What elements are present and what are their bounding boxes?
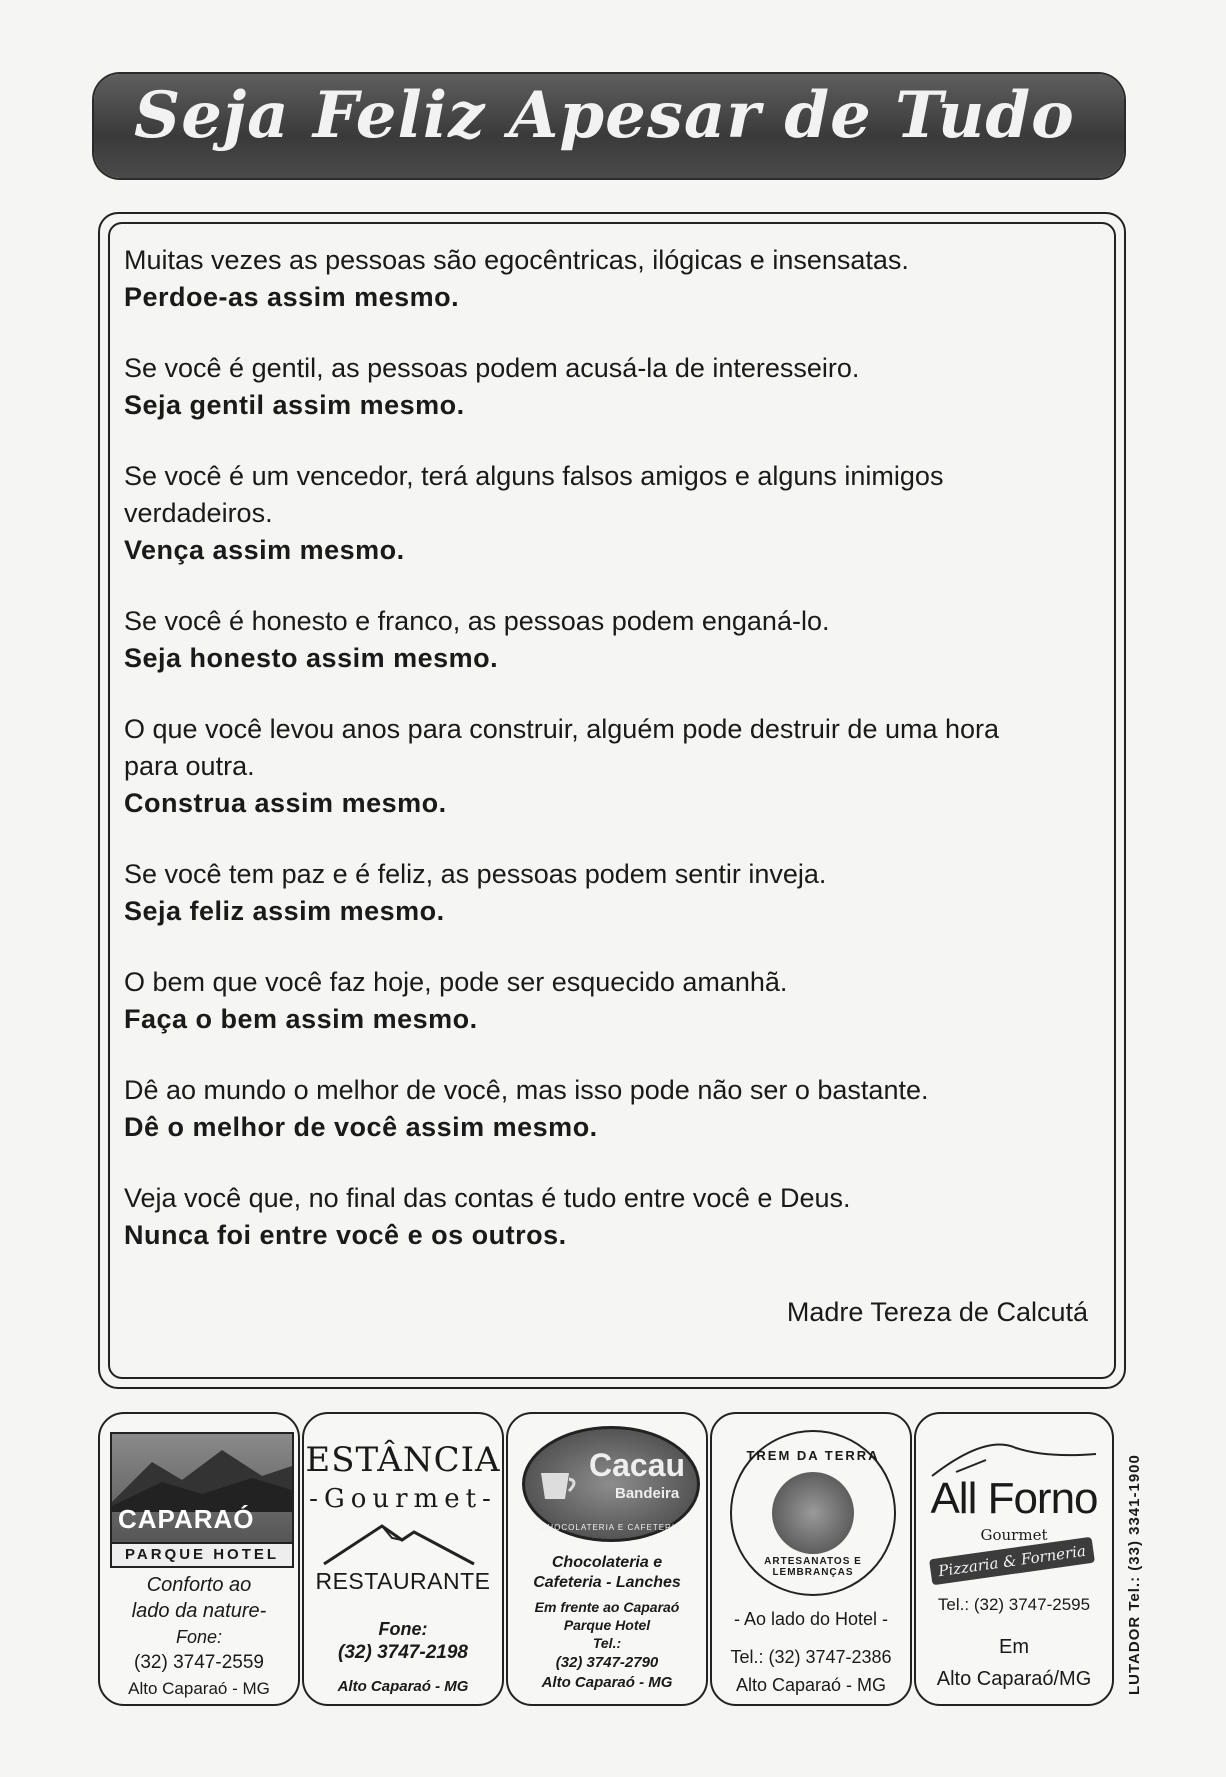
ad-location: Alto Caparaó - MG bbox=[541, 1674, 673, 1691]
stanza-refrain: Faça o bem assim mesmo. bbox=[124, 1004, 478, 1034]
stanza-refrain: Nunca foi entre você e os outros. bbox=[124, 1220, 567, 1250]
stanza-line: Se você tem paz e é feliz, as pessoas podem sentir inveja. bbox=[124, 859, 827, 889]
all-forno-gourmet-text: Gourmet bbox=[980, 1526, 1048, 1544]
mountain-icon bbox=[304, 1518, 502, 1568]
ad-text: Parque Hotel bbox=[563, 1617, 651, 1633]
ad-text: Fone: bbox=[378, 1619, 428, 1639]
ad-location: Alto Caparaó - MG bbox=[735, 1675, 887, 1695]
stanza-line: Se você é gentil, as pessoas podem acusá-la de interesseiro. bbox=[124, 353, 860, 383]
ad-location: Alto Caparaó/MG bbox=[936, 1668, 1092, 1690]
page-title: Seja Feliz Apesar de Tudo bbox=[134, 78, 1075, 153]
ad-text: - Ao lado do Hotel - bbox=[733, 1609, 889, 1629]
ad-phone: (32) 3747-2790 bbox=[555, 1654, 659, 1671]
stanza-line: Veja você que, no final das contas é tudo entre você e Deus. bbox=[124, 1183, 851, 1213]
stanza-refrain: Seja honesto assim mesmo. bbox=[124, 643, 499, 673]
ad-location: Alto Caparaó - MG bbox=[337, 1678, 469, 1695]
title-banner bbox=[94, 74, 1124, 178]
pizzaria-banner: Pizzaria & Forneria bbox=[929, 1537, 1095, 1586]
caparao-logo-text: CAPARAÓ bbox=[118, 1504, 255, 1534]
train-photo-icon bbox=[772, 1472, 854, 1554]
stanza-refrain: Construa assim mesmo. bbox=[124, 788, 447, 818]
ad-text: Tel.: bbox=[592, 1635, 622, 1651]
parque-hotel-label: PARQUE HOTEL bbox=[110, 1542, 294, 1568]
trem-logo bbox=[730, 1430, 896, 1596]
estancia-gourmet-text: -Gourmet- bbox=[309, 1484, 497, 1514]
stanza-line: Se você é um vencedor, terá alguns falsos amigos e alguns inimigos bbox=[124, 461, 944, 491]
stanza-line: para outra. bbox=[124, 751, 255, 781]
ad-estancia bbox=[302, 1412, 504, 1706]
stanza bbox=[124, 1180, 1104, 1254]
ad-trem-da-terra bbox=[710, 1412, 912, 1706]
stanza bbox=[124, 603, 1104, 677]
stanza bbox=[124, 711, 1104, 822]
ad-text: Em bbox=[999, 1636, 1029, 1658]
stanza-refrain: Seja gentil assim mesmo. bbox=[124, 390, 465, 420]
ad-text: Cafeteria - Lanches bbox=[533, 1574, 681, 1591]
bandeira-logo-text: Bandeira bbox=[615, 1485, 680, 1502]
ad-text: Chocolateria e bbox=[551, 1554, 663, 1571]
estancia-logo-text: ESTÂNCIA bbox=[305, 1440, 501, 1480]
ad-all-forno bbox=[914, 1412, 1114, 1706]
cacau-logo-text: Cacau bbox=[589, 1447, 686, 1483]
trem-logo-bottom-text: ARTESANATOS E LEMBRANÇAS bbox=[764, 1556, 862, 1578]
stanza-refrain: Vença assim mesmo. bbox=[124, 535, 405, 565]
stanza-line: Se você é honesto e franco, as pessoas podem enganá-lo. bbox=[124, 606, 830, 636]
stanza-refrain: Perdoe-as assim mesmo. bbox=[124, 282, 460, 312]
stanza-refrain: Dê o melhor de você assim mesmo. bbox=[124, 1112, 598, 1142]
stanza-line: O que você levou anos para construir, alguém pode destruir de uma hora bbox=[124, 714, 1000, 744]
ad-phone: (32) 3747-2198 bbox=[338, 1642, 468, 1663]
stanza-line: verdadeiros. bbox=[124, 498, 273, 528]
cacau-small-text: CHOCOLATERIA E CAFETERIA bbox=[540, 1523, 682, 1532]
stanza bbox=[124, 242, 1104, 316]
author-signature: Madre Tereza de Calcutá bbox=[786, 1297, 1088, 1327]
side-phone-strip bbox=[1122, 1315, 1150, 1695]
ad-text: Conforto ao bbox=[146, 1574, 252, 1596]
stanza bbox=[124, 1072, 1104, 1146]
stanza bbox=[124, 856, 1104, 930]
side-phone-text: LUTADOR Tel.: (33) 3341-1900 bbox=[1126, 1454, 1143, 1695]
ad-phone: Tel.: (32) 3747-2386 bbox=[730, 1647, 892, 1667]
stanza-line: Muitas vezes as pessoas são egocêntricas, ilógicas e insensatas. bbox=[124, 245, 909, 275]
stanza bbox=[124, 350, 1104, 424]
ad-text: lado da nature- bbox=[131, 1600, 267, 1622]
ad-location: Alto Caparaó - MG bbox=[128, 1679, 270, 1698]
stanza bbox=[124, 964, 1104, 1038]
stanza-line: Dê ao mundo o melhor de você, mas isso pode não ser o bastante. bbox=[124, 1075, 929, 1105]
ads-row bbox=[98, 1412, 1122, 1704]
ad-caparao bbox=[98, 1412, 300, 1706]
ad-phone: Tel.: (32) 3747-2595 bbox=[937, 1595, 1091, 1614]
stanza-refrain: Seja feliz assim mesmo. bbox=[124, 896, 445, 926]
restaurante-label: RESTAURANTE bbox=[315, 1568, 491, 1594]
ad-text: Fone: bbox=[175, 1627, 223, 1647]
coffee-cup-icon bbox=[537, 1465, 581, 1505]
cacau-logo bbox=[522, 1426, 700, 1542]
all-forno-logo-text: All Forno bbox=[930, 1474, 1098, 1523]
poem bbox=[124, 242, 1104, 1288]
stanza bbox=[124, 458, 1104, 569]
stanza-line: O bem que você faz hoje, pode ser esquecido amanhã. bbox=[124, 967, 788, 997]
ad-phone: (32) 3747-2559 bbox=[134, 1652, 264, 1673]
trem-logo-top-text: TREM DA TERRA bbox=[746, 1448, 880, 1463]
ad-text: Em frente ao Caparaó bbox=[534, 1599, 680, 1615]
ad-cacau bbox=[506, 1412, 708, 1706]
